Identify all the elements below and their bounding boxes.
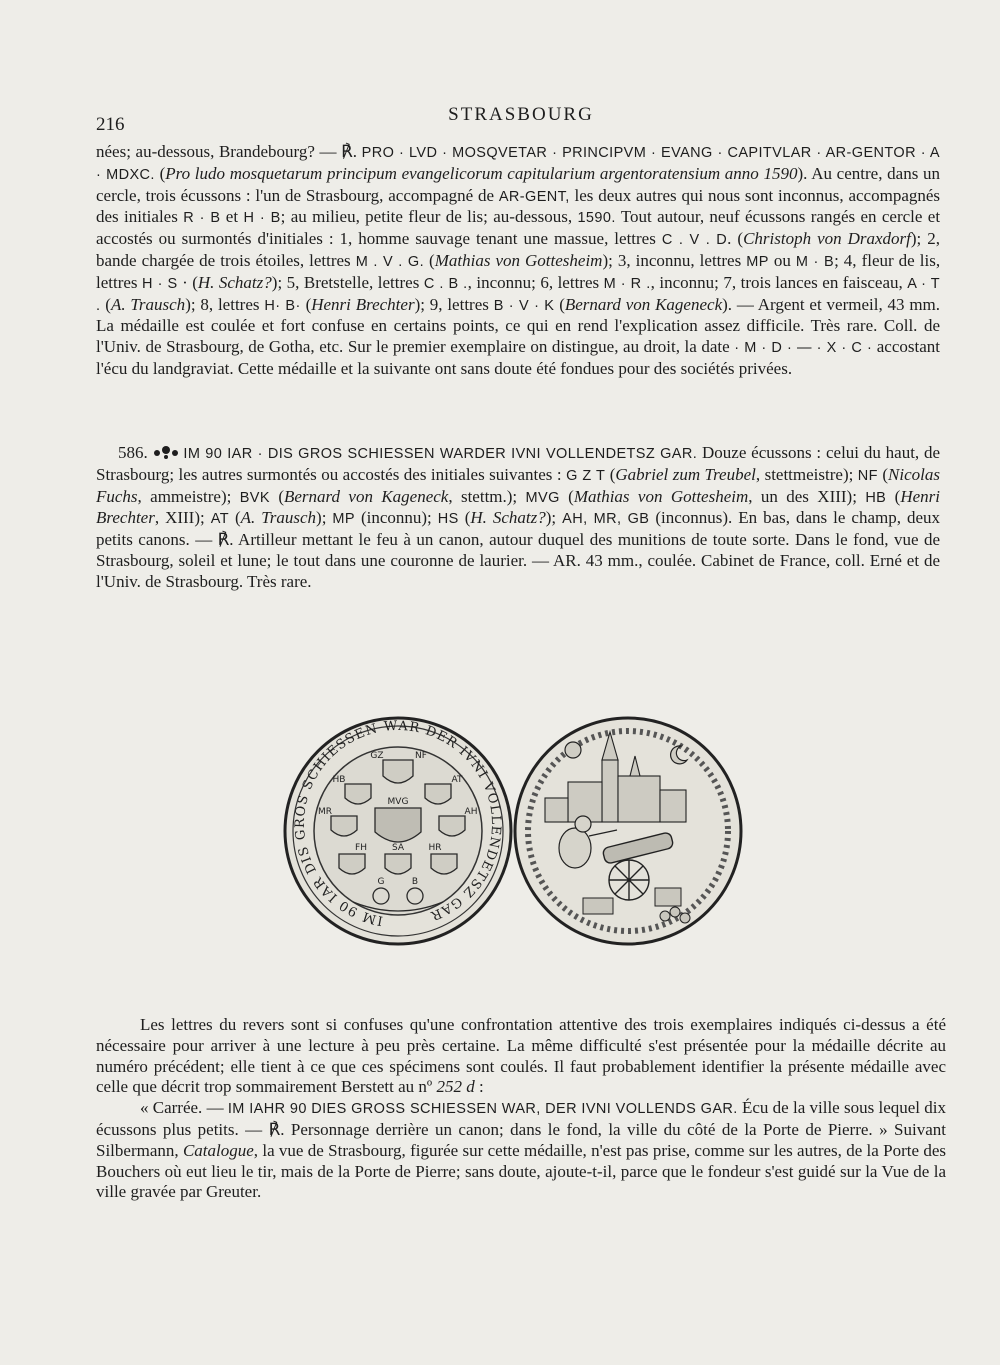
sun-icon bbox=[565, 742, 581, 758]
medal-illustration bbox=[283, 712, 743, 950]
text-run: , XIII); bbox=[154, 508, 205, 528]
text-run: ); 2, bande chargée de trois étoiles, lettres bbox=[96, 229, 941, 270]
text-run: ). Au centre, dans un cercle, trois écussons : l'un de Strasbourg, accompagné de bbox=[96, 163, 941, 205]
person-name: Henri Brechter bbox=[96, 486, 940, 528]
entry-585-continuation bbox=[96, 142, 941, 380]
initials: MP bbox=[746, 253, 769, 270]
commentary bbox=[96, 1015, 946, 1203]
person-name: A. Trausch bbox=[240, 508, 317, 528]
text-run: ( bbox=[305, 294, 312, 314]
text-run: Les lettres du revers sont si confuses qu'une confrontation attentive des trois exemplaires indiqués ci-dessus a été nécessaire pour arriver à une lecture à peu près certaine. La même difficulté s'est présentée pour la médaille décrite au numéro précédent; elle tient à ce que ces spécimens sont coulés. Il faut probablement identifier la présente médaille avec celle que décrit trop sommairement Berstett au nº bbox=[96, 1015, 946, 1097]
person-name: Bernard von Kageneck bbox=[284, 486, 449, 506]
text-run: Tout autour, neuf écussons rangés en cercle et accostés ou surmontés d'initiales : 1, homme sauvage tenant une massue, lettres bbox=[96, 207, 941, 249]
text-run: . ( bbox=[727, 229, 744, 249]
medal-legend: IM 90 IAR · DIS GROS SCHIESSEN WARDER IVNI VOLLENDETSZ GAR. bbox=[183, 446, 698, 462]
text-run: ); 3, inconnu, lettres bbox=[602, 250, 742, 270]
text-run: , un des XIII); bbox=[748, 486, 857, 506]
obverse-initial: AH bbox=[464, 807, 478, 817]
initials: H · S bbox=[142, 275, 178, 292]
text-run: Douze écussons : celui du haut, de Strasbourg; les autres surmontés ou accostés des initiales suivantes : bbox=[96, 443, 941, 484]
initials: H · B bbox=[243, 210, 281, 227]
text-run: ; au milieu, petite fleur de lis; au-dessous, bbox=[280, 207, 573, 227]
text-run: ( bbox=[159, 163, 166, 183]
medal-legend: IM IAHR 90 DIES GROSS SCHIESSEN WAR, DER IVNI VOLLENDS GAR. bbox=[227, 1101, 738, 1118]
person-name: H. Schatz? bbox=[470, 508, 546, 528]
text-run: nées; au-dessous, Brandebourg? — ℟. bbox=[96, 142, 358, 161]
initials: M · B bbox=[795, 253, 835, 270]
initials: G Z T bbox=[566, 467, 606, 484]
text-run: (inconnus). En bas, dans le champ, deux petits canons. — ℟. Artilleur mettant le feu à un canon, autour duquel des munitions de toute sorte. Dans le fond, vue de Strasbourg, soleil et lune; le tout dans une couronne de laurier. — AR. 43 mm., coulée. Cabinet de France, coll. Erné et de l'Univ. de Strasbourg. Très rare. bbox=[96, 508, 940, 591]
obverse-initial: MVG bbox=[387, 797, 409, 807]
text-run: ); 5, Bretstelle, lettres bbox=[271, 272, 420, 292]
reference: 252 d bbox=[436, 1077, 475, 1097]
text-run: , ammeistre); bbox=[137, 486, 232, 506]
initials: BVK bbox=[239, 489, 270, 506]
person-name: Mathias von Gottesheim bbox=[573, 486, 749, 506]
legend-translation: Pro ludo mosquetarum principum evangelicorum capitularium argentoratensium anno 1590 bbox=[165, 163, 798, 183]
initials: NF bbox=[857, 467, 878, 484]
text-run: ( bbox=[105, 294, 111, 314]
page-header bbox=[96, 104, 946, 138]
initials: B · V · K bbox=[493, 297, 555, 314]
initials: C . B . bbox=[423, 275, 468, 292]
text-run: , inconnu; 6, lettres bbox=[467, 272, 600, 292]
person-name: A. Trausch bbox=[110, 294, 186, 314]
obverse-initial: B bbox=[411, 877, 419, 887]
obverse-initial: HR bbox=[428, 843, 442, 853]
text-run: Écu de la ville sous lequel dix écussons plus petits. — ℟. Personnage derrière un canon; dans le fond, la ville du côté de la Porte de Pierre. » Suivant Silbermann, bbox=[96, 1098, 946, 1160]
text-run: , stettmeistre); bbox=[755, 464, 854, 484]
text-run: ); 8, lettres bbox=[185, 294, 260, 314]
obverse-legend: IM 90 IAR DIS GROS SCHIESSEN WAR DER IVNI VOLLENDETSZ GAR bbox=[292, 718, 504, 928]
person-name: Gabriel zum Treubel bbox=[615, 464, 756, 484]
obverse-initial: MR bbox=[317, 807, 333, 817]
person-name: Bernard von Kageneck bbox=[564, 294, 723, 314]
text-run: : bbox=[478, 1077, 484, 1097]
medal-reverse bbox=[515, 718, 741, 944]
entry-number: 586. bbox=[118, 443, 148, 462]
text-run: ); 9, lettres bbox=[414, 294, 489, 314]
entry-586 bbox=[96, 443, 941, 593]
medal-drawing bbox=[283, 712, 743, 950]
person-name: Nicolas Fuchs bbox=[96, 464, 940, 506]
initials: HS bbox=[437, 511, 459, 528]
text-run: ou bbox=[773, 250, 791, 270]
text-run: , inconnu; 7, trois lances en faisceau, bbox=[650, 272, 903, 292]
initials: M . V . G. bbox=[355, 253, 425, 270]
initials: A · T . bbox=[96, 275, 941, 314]
running-title: STRASBOURG bbox=[448, 104, 594, 125]
book-title: Catalogue bbox=[182, 1140, 254, 1160]
page-number: 216 bbox=[96, 114, 125, 135]
initials: H· B· bbox=[264, 297, 301, 314]
text-run: ); bbox=[545, 508, 557, 528]
obverse-initial: GZ bbox=[370, 751, 384, 761]
person-name: H. Schatz? bbox=[197, 272, 272, 292]
entry-585-paragraph bbox=[96, 142, 940, 380]
quotation-paragraph bbox=[96, 1098, 946, 1203]
obverse-initial: NF bbox=[415, 751, 427, 761]
obverse-initial: SA bbox=[391, 843, 405, 853]
text-run: ( bbox=[429, 250, 435, 270]
initials: AR-GENT, bbox=[498, 188, 570, 205]
text-run: · ( bbox=[182, 272, 198, 292]
person-name: Christoph von Draxdorf bbox=[743, 229, 911, 249]
initials: AH, MR, GB bbox=[562, 511, 650, 528]
medal-legend: PRO · LVD · MOSQVETAR · PRINCIPVM · EVANG · CAPITVLAR · AR-GENTOR · A · MDXC. bbox=[96, 145, 940, 183]
text-run: , stettm.); bbox=[448, 486, 518, 506]
text-run: ). — Argent et vermeil, 43 mm. La médaille est coulée et fort confuse en certains points, ce qui en rend l'explication assez difficile. Très rare. Coll. de l'Univ. de Strasbourg, de Gotha, etc. Sur le premier exemplaire on distingue, au droit, la date bbox=[96, 294, 941, 357]
initials: AT bbox=[210, 511, 229, 528]
fleur-ornament-icon bbox=[153, 445, 179, 459]
person-name: Henri Brechter bbox=[311, 294, 415, 314]
initials: MVG bbox=[525, 489, 560, 506]
text-run: ); bbox=[316, 508, 327, 528]
text-run: ( bbox=[559, 294, 565, 314]
initials: M · R . bbox=[603, 275, 651, 292]
text-run: et bbox=[225, 207, 239, 227]
date: 1590. bbox=[577, 210, 616, 227]
initials: C . V . D bbox=[661, 232, 728, 249]
text-run: accostant l'écu du landgraviat. Cette médaille et la suivante ont sans doute été fondues pour des sociétés privées. bbox=[96, 337, 940, 378]
obverse-initial: G bbox=[377, 877, 385, 887]
initials: MP bbox=[332, 511, 355, 528]
obverse-initial: AT bbox=[451, 775, 463, 785]
medal-obverse bbox=[285, 718, 511, 944]
initials: R · B bbox=[183, 210, 221, 227]
text-run: , la vue de Strasbourg, figurée sur cette médaille, n'est pas prise, comme sur les autres, de la Porte des Bouchers où eut lieu le tir, mais de la Porte de Pierre; sans doute, ajoute-t-il, parce que le fondeur s'est guidé sur la Vue de la ville gravée par Greuter. bbox=[96, 1140, 946, 1202]
text-run: « Carrée. — bbox=[140, 1098, 224, 1118]
obverse-initial: FH bbox=[355, 843, 367, 853]
text-run: (inconnu); bbox=[360, 508, 432, 528]
obverse-initial: HB bbox=[332, 775, 346, 785]
text-run: les deux autres qui nous sont inconnus, accompagnés des initiales bbox=[96, 185, 941, 227]
date: · M · D · — · X · C · bbox=[734, 340, 873, 357]
commentary-paragraph bbox=[96, 1015, 946, 1098]
entry-586-paragraph: 586. IM 90 IAR · DIS GROS SCHIESSEN WARDER IVNI VOLLENDETSZ GAR. Douze écussons : celui du haut, de Strasbourg; les autres surmontés ou accostés des initiales suivantes : G Z T (Gabriel zum Treubel, stettmeistre); NF (Nicolas Fuchs, ammeistre); BVK (Bernard von Kageneck, stettm.); MVG (Mathias von Gottesheim, un des XIII); HB (Henri Brechter, XIII); AT (A. Trausch); MP (inconnu); HS (H. Schatz?); AH, MR, GB (inconnus). En bas, dans le champ, deux petits canons. — ℟. Artilleur mettant le feu à un canon, autour duquel des munitions de toute sorte. Dans le fond, vue de Strasbourg, soleil et lune; le tout dans une couronne de laurier. — AR. 43 mm., coulée. Cabinet de France, coll. Erné et de l'Univ. de Strasbourg. Très rare. bbox=[96, 443, 941, 591]
text-run: ; 4, fleur de lis, lettres bbox=[96, 250, 941, 292]
initials: HB bbox=[865, 489, 887, 506]
person-name: Mathias von Gottesheim bbox=[434, 250, 603, 270]
